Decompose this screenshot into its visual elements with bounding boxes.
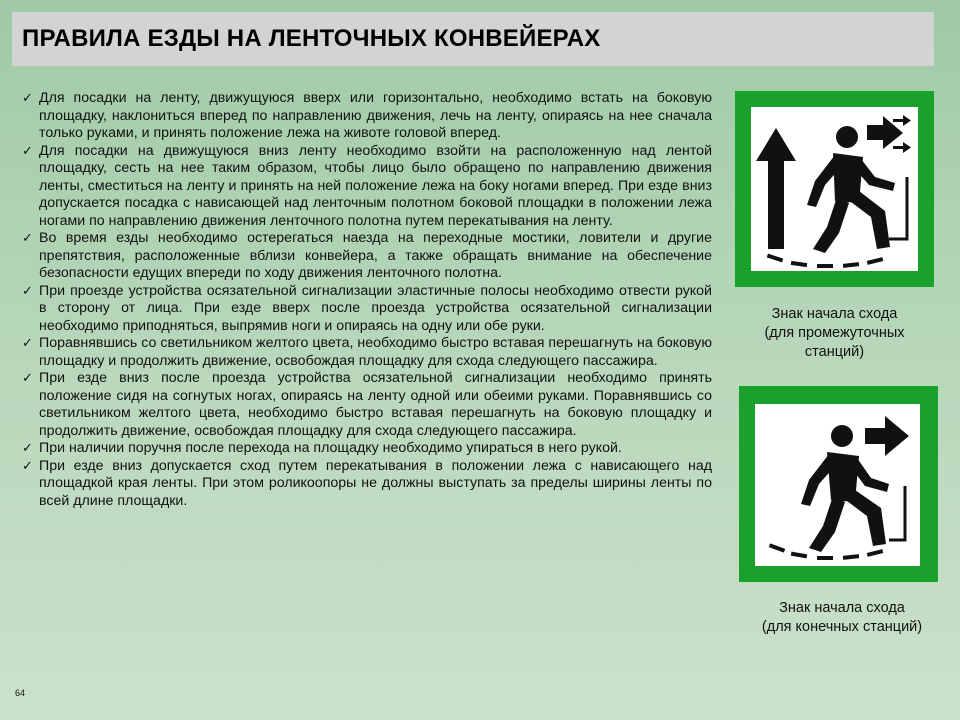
rule-text: Поравнявшись со светильником желтого цвета, необходимо быстро вставая перешагнуть на боковую площадку и продолжить движение, освобождая площадку для схода следующего пассажира. — [39, 335, 712, 369]
list-item — [22, 458, 712, 511]
rule-text: Во время езды необходимо остерегаться наезда на переходные мостики, ловители и другие препятствия, расположенные вблизи конвейера, а также обращать внимание на обеспечение безопасности едущих впереди по ходу движения ленточного полотна. — [39, 230, 712, 281]
list-item — [22, 335, 712, 370]
sign-caption — [739, 599, 945, 637]
caption-line: Знак начала схода — [779, 600, 905, 616]
caption-line: Знак начала схода — [771, 306, 898, 322]
title-bar — [12, 12, 934, 66]
sign-caption — [735, 305, 934, 362]
check-icon: ✓ — [22, 143, 33, 159]
list-item — [22, 440, 712, 458]
list-item — [22, 90, 712, 143]
caption-line: станций) — [804, 344, 865, 360]
list-item — [22, 143, 712, 231]
list-item — [22, 370, 712, 440]
check-icon: ✓ — [22, 458, 33, 474]
check-icon: ✓ — [22, 91, 33, 106]
rule-text: Для посадки на ленту, движущуюся вверх или горизонтально, необходимо встать на боковую площадку, наклониться вперед по направлению движения, лечь на ленту, опираясь на нее сначала только руками, и принять положение лежа на животе головой вперед. — [39, 90, 712, 141]
caption-line: (для конечных станций) — [761, 619, 923, 635]
exit-intermediate-station-sign — [735, 91, 934, 287]
rules-list — [22, 90, 712, 510]
exit-terminal-station-sign — [739, 386, 938, 582]
caption-line: (для промежуточных — [764, 325, 905, 341]
check-icon: ✓ — [22, 283, 33, 299]
check-icon: ✓ — [22, 371, 33, 386]
list-item — [22, 283, 712, 336]
exit-intermediate-station-sign-icon — [735, 91, 934, 287]
page-number: 64 — [15, 688, 26, 698]
check-icon: ✓ — [22, 231, 33, 246]
page-title: ПРАВИЛА ЕЗДЫ НА ЛЕНТОЧНЫХ КОНВЕЙЕРАХ — [22, 25, 601, 52]
rule-text: Для посадки на движущуюся вниз ленту необходимо взойти на расположенную над лентой площадку, сесть на нее таким образом, чтобы лицо было обращено по направлению движения ленты, сместиться на ленту и принять на ней положение лежа на боку ногами вперед. При езде вниз допускается посадка с нависающей над ленточным полотном боковой площадки в положении лежа ногами по направлению движения ленточного полотна путем перекатывания на ленту. — [39, 142, 712, 229]
rule-text: При наличии поручня после перехода на площадку необходимо упираться в него рукой. — [39, 440, 622, 456]
rule-text: При проезде устройства осязательной сигнализации эластичные полосы необходимо отвести рукой в сторону от лица. При езде вверх после проезда устройства осязательной сигнализации необходимо приподняться, выпрямив ноги и опираясь на одну или обе руки. — [39, 282, 712, 334]
list-item — [22, 230, 712, 283]
exit-terminal-station-sign-icon — [739, 386, 938, 582]
rule-text: При езде вниз допускается сход путем перекатывания в положении лежа с нависающего над площадкой края ленты. При этом роликоопоры не должны выступать за пределы ширины ленты по всей длине площадки. — [39, 457, 712, 509]
check-icon: ✓ — [22, 336, 33, 351]
check-icon: ✓ — [22, 441, 33, 456]
rule-text: При езде вниз после проезда устройства осязательной сигнализации необходимо принять положение сидя на согнутых ногах, опираясь на ленту одной или обеими руками. Поравнявшись со светильником желтого цвета, необходимо быстро вставая перешагнуть на боковую площадку и продолжить движение, освобождая площадку для схода следующего пассажира. — [39, 370, 712, 439]
